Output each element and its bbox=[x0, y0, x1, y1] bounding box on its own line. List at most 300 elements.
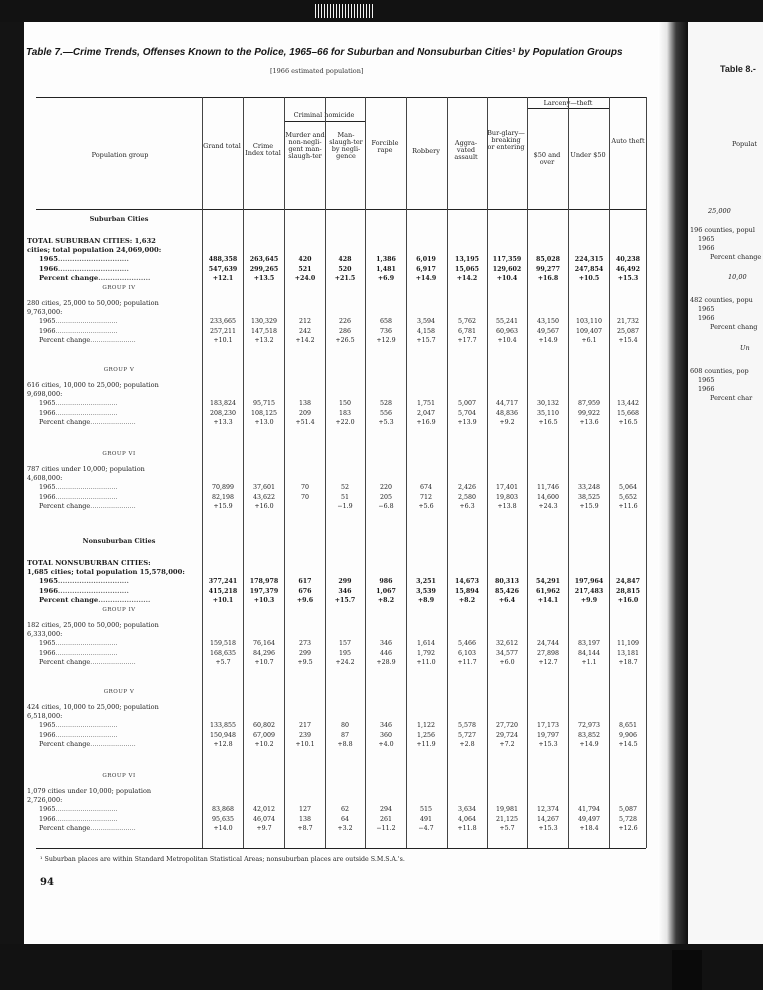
table-cell: +24.0 bbox=[294, 274, 316, 282]
table-cell: 13,195 bbox=[454, 256, 480, 264]
table-cell: 14,600 bbox=[536, 493, 560, 501]
table-cell: 3,251 bbox=[416, 578, 436, 586]
table-cell: +17.7 bbox=[457, 336, 477, 344]
table-cell: 64 bbox=[340, 815, 349, 823]
table-cell: +2.8 bbox=[459, 740, 475, 748]
header-manslaughter: Man-slaugh-ter by negli-gence bbox=[329, 131, 363, 160]
header-forcible-rape: Forcible rape bbox=[371, 139, 399, 154]
table-cell: +12.7 bbox=[538, 658, 558, 666]
table-cell: 6,019 bbox=[416, 256, 436, 264]
column-divider bbox=[568, 97, 569, 848]
adjacent-page-line: 196 counties, popul bbox=[690, 226, 755, 234]
table-cell: 15,668 bbox=[616, 409, 640, 417]
table-cell: 49,497 bbox=[577, 815, 601, 823]
row-label bbox=[39, 502, 136, 511]
adjacent-page-line: 1965 bbox=[698, 305, 715, 313]
table-cell: 515 bbox=[419, 806, 433, 814]
table-cell: 2,426 bbox=[457, 484, 477, 492]
table-cell: 294 bbox=[379, 806, 393, 814]
table-cell: +16.5 bbox=[618, 418, 638, 426]
table-cell: +14.9 bbox=[538, 336, 558, 344]
table-cell: +10.2 bbox=[254, 740, 274, 748]
table-cell: 70,899 bbox=[211, 484, 235, 492]
table-cell: 62 bbox=[340, 806, 349, 814]
table-cell: 70 bbox=[300, 493, 309, 501]
leader-dots: .............................. bbox=[57, 586, 129, 595]
table-cell: 197,964 bbox=[574, 578, 604, 586]
table-cell: +14.2 bbox=[295, 336, 315, 344]
table-cell: 5,466 bbox=[457, 640, 477, 648]
header-murder: Murder and non-negli-gent man-slaugh-ter bbox=[285, 131, 325, 160]
row-label-text: 1965 bbox=[39, 805, 56, 814]
adjacent-page-line: Percent chang bbox=[710, 323, 758, 331]
adjacent-page-line: Percent change bbox=[710, 253, 762, 261]
table-cell: 99,922 bbox=[577, 409, 601, 417]
table-cell: 130,329 bbox=[250, 318, 278, 326]
table-cell: 226 bbox=[338, 318, 352, 326]
table-cell: 1,792 bbox=[416, 649, 436, 657]
row-label bbox=[39, 577, 129, 586]
table-cell: 446 bbox=[379, 649, 393, 657]
scan-border-bottom bbox=[0, 944, 763, 990]
row-label bbox=[39, 409, 118, 418]
header-burglary: Bur-glary—breaking or entering bbox=[487, 129, 525, 151]
table-cell: 109,407 bbox=[575, 327, 603, 335]
table-cell: 19,803 bbox=[495, 493, 519, 501]
table-cell: +10.1 bbox=[213, 336, 233, 344]
leader-dots: ...................... bbox=[90, 417, 136, 426]
table-cell: 11,746 bbox=[536, 484, 560, 492]
table-cell: 21,125 bbox=[495, 815, 519, 823]
table-cell: 129,602 bbox=[492, 265, 522, 273]
group-description: 2,726,000: bbox=[27, 796, 63, 805]
leader-dots: .............................. bbox=[57, 577, 129, 586]
section-heading: Suburban Cities bbox=[89, 215, 149, 223]
table-cell: +5.3 bbox=[378, 418, 394, 426]
table-cell: 80 bbox=[340, 722, 349, 730]
table-cell: 217,483 bbox=[574, 587, 604, 595]
table-cell: +15.3 bbox=[538, 740, 558, 748]
table-cell: 491 bbox=[419, 815, 433, 823]
table-cell: +5.7 bbox=[215, 658, 231, 666]
table-cell: 55,241 bbox=[495, 318, 519, 326]
table-cell: 217 bbox=[298, 722, 312, 730]
row-label-text: 1965 bbox=[39, 317, 56, 326]
column-divider bbox=[447, 97, 448, 848]
table-cell: 263,645 bbox=[249, 256, 279, 264]
table-cell: 346 bbox=[338, 587, 352, 595]
table-cell: 346 bbox=[379, 640, 393, 648]
leader-dots: ...................... bbox=[90, 739, 136, 748]
table-cell: 37,601 bbox=[252, 484, 276, 492]
table-cell: 48,836 bbox=[495, 409, 519, 417]
column-divider bbox=[243, 97, 244, 848]
row-label-text: Percent change bbox=[39, 417, 91, 426]
table-cell: 676 bbox=[298, 587, 312, 595]
table-cell: 35,110 bbox=[536, 409, 560, 417]
table-cell: 83,868 bbox=[211, 806, 235, 814]
table-cell: −11.2 bbox=[376, 824, 396, 832]
table-cell: 9,906 bbox=[618, 731, 638, 739]
table-cell: 2,580 bbox=[457, 493, 477, 501]
table-cell: +24.3 bbox=[538, 502, 558, 510]
column-divider bbox=[406, 97, 407, 848]
table-rule bbox=[36, 97, 646, 98]
table-cell: +15.9 bbox=[579, 502, 599, 510]
header-population-group: Population group bbox=[91, 151, 149, 159]
table-cell: +14.0 bbox=[213, 824, 233, 832]
row-label-text: 1966 bbox=[39, 586, 58, 595]
table-cell: 14,673 bbox=[454, 578, 480, 586]
table-cell: 209 bbox=[298, 409, 312, 417]
table-cell: 5,704 bbox=[457, 409, 477, 417]
row-label-text: Percent change bbox=[39, 595, 99, 604]
scan-border-left bbox=[0, 22, 24, 944]
table-cell: 133,855 bbox=[209, 722, 237, 730]
table-cell: 197,379 bbox=[249, 587, 279, 595]
table-cell: +15.3 bbox=[617, 274, 639, 282]
table-cell: 61,962 bbox=[535, 587, 561, 595]
table-cell: +10.3 bbox=[253, 596, 275, 604]
row-label-text: 1966 bbox=[39, 648, 56, 657]
group-description: 280 cities, 25,000 to 50,000; population bbox=[27, 299, 159, 307]
adjacent-page-line: 25,000 bbox=[708, 207, 731, 215]
leader-dots: .............................. bbox=[55, 492, 118, 501]
table-rule bbox=[36, 848, 646, 849]
table-cell: 736 bbox=[379, 327, 393, 335]
table-cell: 377,241 bbox=[208, 578, 238, 586]
table-cell: 6,781 bbox=[457, 327, 477, 335]
table-cell: 15,894 bbox=[454, 587, 480, 595]
table-cell: +14.9 bbox=[579, 740, 599, 748]
table-cell: 247,854 bbox=[574, 265, 604, 273]
table-cell: 150,948 bbox=[209, 731, 237, 739]
table-cell: 208,230 bbox=[209, 409, 237, 417]
leader-dots: ...................... bbox=[90, 657, 136, 666]
group-description: cities; total population 24,069,000: bbox=[27, 246, 162, 255]
table-cell: 299 bbox=[338, 578, 352, 586]
table-cell: 41,794 bbox=[577, 806, 601, 814]
header-larceny-50-over: $50 and over bbox=[533, 151, 561, 166]
table-cell: +8.7 bbox=[297, 824, 313, 832]
table-cell: +6.9 bbox=[377, 274, 395, 282]
table-cell: 54,291 bbox=[535, 578, 561, 586]
table-cell: 43,622 bbox=[252, 493, 276, 501]
leader-dots: ...................... bbox=[90, 823, 136, 832]
table-cell: 85,426 bbox=[494, 587, 520, 595]
table-cell: +16.0 bbox=[617, 596, 639, 604]
table-cell: 11,109 bbox=[616, 640, 640, 648]
table-cell: 3,539 bbox=[416, 587, 436, 595]
table-cell: 242 bbox=[298, 327, 312, 335]
table-cell: 5,652 bbox=[618, 493, 638, 501]
table-cell: 19,981 bbox=[495, 806, 519, 814]
row-label bbox=[39, 493, 118, 502]
table-cell: 25,087 bbox=[616, 327, 640, 335]
table-cell: 95,635 bbox=[211, 815, 235, 823]
table-cell: 5,762 bbox=[457, 318, 477, 326]
row-label-text: 1966 bbox=[39, 264, 58, 273]
table-cell: +5.6 bbox=[418, 502, 434, 510]
table-cell: 1,386 bbox=[376, 256, 396, 264]
table-cell: 95,715 bbox=[252, 400, 276, 408]
table-cell: +6.1 bbox=[581, 336, 597, 344]
footnote: ¹ Suburban places are within Standard Metropolitan Statistical Areas; nonsuburban places are outside S.M.S.A.'s. bbox=[40, 856, 405, 863]
table-cell: +8.2 bbox=[377, 596, 395, 604]
adjacent-page-line: 1965 bbox=[698, 376, 715, 384]
header-robbery: Robbery bbox=[412, 147, 440, 155]
table-cell: 986 bbox=[379, 578, 393, 586]
table-cell: +13.0 bbox=[254, 418, 274, 426]
table-cell: +14.9 bbox=[415, 274, 437, 282]
table-cell: 261 bbox=[379, 815, 393, 823]
table-cell: +6.3 bbox=[459, 502, 475, 510]
adjacent-page-line: 1966 bbox=[698, 385, 715, 393]
column-divider bbox=[202, 97, 203, 848]
group-description: 6,518,000: bbox=[27, 712, 63, 721]
table-cell: +21.5 bbox=[334, 274, 356, 282]
adjacent-page-line: Un bbox=[740, 344, 750, 352]
table-cell: 233,665 bbox=[209, 318, 237, 326]
table-cell: 178,978 bbox=[249, 578, 279, 586]
row-label-text: 1965 bbox=[39, 721, 56, 730]
leader-dots: .............................. bbox=[55, 317, 118, 326]
table-cell: +15.9 bbox=[213, 502, 233, 510]
table-cell: 138 bbox=[298, 815, 312, 823]
adjacent-page-line: 10,00 bbox=[728, 273, 747, 281]
table-cell: 46,492 bbox=[615, 265, 641, 273]
row-label bbox=[39, 483, 118, 492]
table-cell: 150 bbox=[338, 400, 352, 408]
adjacent-page-line: Percent char bbox=[710, 394, 753, 402]
table-cell: 43,150 bbox=[536, 318, 560, 326]
table-cell: 17,401 bbox=[495, 484, 519, 492]
table-cell: 28,815 bbox=[615, 587, 641, 595]
table-cell: +4.0 bbox=[378, 740, 394, 748]
table-cell: +8.2 bbox=[458, 596, 476, 604]
book-gutter bbox=[658, 22, 688, 944]
table-cell: 76,164 bbox=[252, 640, 276, 648]
row-label-text: 1965 bbox=[39, 577, 58, 586]
table-cell: +11.0 bbox=[416, 658, 436, 666]
table-cell: 108,125 bbox=[250, 409, 278, 417]
table-cell: 5,578 bbox=[457, 722, 477, 730]
table-cell: 87 bbox=[340, 731, 349, 739]
table-cell: 528 bbox=[379, 400, 393, 408]
row-label bbox=[39, 255, 129, 264]
row-label-text: Percent change bbox=[39, 501, 91, 510]
column-divider bbox=[609, 97, 610, 848]
table-cell: 286 bbox=[338, 327, 352, 335]
table-cell: 420 bbox=[298, 256, 312, 264]
leader-dots: ...................... bbox=[98, 595, 151, 604]
table-cell: 195 bbox=[338, 649, 352, 657]
group-description: 424 cities, 10,000 to 25,000; population bbox=[27, 703, 159, 711]
table-cell: 220 bbox=[379, 484, 393, 492]
adjacent-page-line: 608 counties, pop bbox=[690, 367, 749, 375]
table-rule bbox=[36, 209, 646, 210]
row-label-text: 1966 bbox=[39, 492, 56, 501]
leader-dots: .............................. bbox=[55, 639, 118, 648]
leader-dots: .............................. bbox=[55, 721, 118, 730]
table-cell: 103,110 bbox=[575, 318, 603, 326]
group-description: TOTAL NONSUBURBAN CITIES: bbox=[27, 559, 151, 567]
column-divider bbox=[646, 97, 647, 848]
table-cell: +12.1 bbox=[212, 274, 234, 282]
table-cell: +9.5 bbox=[297, 658, 313, 666]
table-cell: +9.7 bbox=[256, 824, 272, 832]
table-cell: 520 bbox=[338, 265, 352, 273]
leader-dots: ...................... bbox=[98, 273, 151, 282]
table-cell: +1.1 bbox=[581, 658, 597, 666]
table-cell: 428 bbox=[338, 256, 352, 264]
header-crime-index-total: Crime Index total bbox=[245, 142, 281, 157]
table-cell: 84,144 bbox=[577, 649, 601, 657]
table-cell: 44,717 bbox=[495, 400, 519, 408]
table-cell: 346 bbox=[379, 722, 393, 730]
group-description: 9,698,000: bbox=[27, 390, 63, 399]
row-label bbox=[39, 336, 136, 345]
table-cell: 15,065 bbox=[454, 265, 480, 273]
row-label bbox=[39, 639, 118, 648]
table-cell: 19,797 bbox=[536, 731, 560, 739]
table-cell: 183,824 bbox=[209, 400, 237, 408]
adjacent-page bbox=[688, 22, 763, 944]
column-divider bbox=[527, 97, 528, 848]
book-spine-shadow bbox=[672, 950, 702, 990]
group-description: 1,685 cities; total population 15,578,000: bbox=[27, 568, 185, 577]
table-cell: +10.4 bbox=[497, 336, 517, 344]
row-label-text: 1966 bbox=[39, 730, 56, 739]
table-cell: 4,064 bbox=[457, 815, 477, 823]
table-cell: 1,614 bbox=[416, 640, 436, 648]
table-cell: +15.4 bbox=[618, 336, 638, 344]
table-cell: 4,158 bbox=[416, 327, 436, 335]
table-cell: 138 bbox=[298, 400, 312, 408]
table-cell: 34,577 bbox=[495, 649, 519, 657]
table-cell: +8.9 bbox=[417, 596, 435, 604]
table-cell: +15.7 bbox=[334, 596, 356, 604]
row-label bbox=[39, 740, 136, 749]
table-cell: 60,802 bbox=[252, 722, 276, 730]
adjacent-page-header: Populat bbox=[732, 140, 757, 148]
table-cell: 30,132 bbox=[536, 400, 560, 408]
table-cell: 52 bbox=[340, 484, 349, 492]
adjacent-page-line: 1965 bbox=[698, 235, 715, 243]
table-cell: 658 bbox=[379, 318, 393, 326]
scan-binding-strip bbox=[315, 4, 373, 18]
table-cell: 67,009 bbox=[252, 731, 276, 739]
table-cell: 51 bbox=[340, 493, 349, 501]
group-label: GROUP IV bbox=[102, 607, 136, 613]
table-cell: +10.7 bbox=[254, 658, 274, 666]
group-label: GROUP VI bbox=[102, 451, 136, 457]
table-cell: +7.2 bbox=[499, 740, 515, 748]
table-cell: 60,963 bbox=[495, 327, 519, 335]
table-cell: 83,852 bbox=[577, 731, 601, 739]
table-cell: 212 bbox=[298, 318, 312, 326]
table-cell: +16.8 bbox=[537, 274, 559, 282]
table-cell: +14.2 bbox=[456, 274, 478, 282]
group-description: 616 cities, 10,000 to 25,000; population bbox=[27, 381, 159, 389]
row-label bbox=[39, 649, 118, 658]
table-cell: +14.1 bbox=[537, 596, 559, 604]
table-cell: +8.8 bbox=[337, 740, 353, 748]
row-label bbox=[39, 596, 150, 605]
leader-dots: .............................. bbox=[55, 326, 118, 335]
group-description: 4,608,000: bbox=[27, 474, 63, 483]
table-cell: +11.6 bbox=[618, 502, 638, 510]
table-cell: +3.2 bbox=[337, 824, 353, 832]
table-cell: +18.7 bbox=[618, 658, 638, 666]
table-cell: +26.5 bbox=[335, 336, 355, 344]
table-cell: 617 bbox=[298, 578, 312, 586]
leader-dots: .............................. bbox=[55, 408, 118, 417]
table-cell: +13.5 bbox=[253, 274, 275, 282]
row-label bbox=[39, 658, 136, 667]
row-label bbox=[39, 587, 129, 596]
row-label-text: 1966 bbox=[39, 814, 56, 823]
header-aggravated-assault: Aggra-vated assault bbox=[454, 139, 478, 161]
group-description: 787 cities under 10,000; population bbox=[27, 465, 145, 473]
table-cell: +10.1 bbox=[212, 596, 234, 604]
group-label: GROUP VI bbox=[102, 773, 136, 779]
table-cell: 239 bbox=[298, 731, 312, 739]
row-label-text: 1966 bbox=[39, 326, 56, 335]
table-cell: 87,959 bbox=[577, 400, 601, 408]
row-label bbox=[39, 815, 118, 824]
row-label-text: 1965 bbox=[39, 483, 56, 492]
table-cell: 547,639 bbox=[208, 265, 238, 273]
leader-dots: .............................. bbox=[55, 730, 118, 739]
table-cell: 360 bbox=[379, 731, 393, 739]
row-label bbox=[39, 731, 118, 740]
row-label-text: Percent change bbox=[39, 273, 99, 282]
table-cell: 12,374 bbox=[536, 806, 560, 814]
table-cell: +13.8 bbox=[497, 502, 517, 510]
table-cell: 273 bbox=[298, 640, 312, 648]
table-cell: 83,197 bbox=[577, 640, 601, 648]
table-cell: +12.9 bbox=[376, 336, 396, 344]
table-cell: +13.6 bbox=[579, 418, 599, 426]
table-cell: +9.6 bbox=[296, 596, 314, 604]
table-cell: 13,181 bbox=[616, 649, 640, 657]
table-cell: 21,732 bbox=[616, 318, 640, 326]
column-divider bbox=[487, 97, 488, 848]
table-cell: +13.2 bbox=[254, 336, 274, 344]
group-description: 1,079 cities under 10,000; population bbox=[27, 787, 152, 795]
table-cell: 5,007 bbox=[457, 400, 477, 408]
header-larceny-under-50: Under $50 bbox=[570, 151, 606, 159]
table-cell: 85,028 bbox=[535, 256, 561, 264]
table-cell: 674 bbox=[419, 484, 433, 492]
leader-dots: ...................... bbox=[90, 335, 136, 344]
row-label-text: 1966 bbox=[39, 408, 56, 417]
table-cell: −6.8 bbox=[378, 502, 394, 510]
table-cell: −4.7 bbox=[418, 824, 434, 832]
table-cell: +12.6 bbox=[618, 824, 638, 832]
table-cell: 70 bbox=[300, 484, 309, 492]
adjacent-page-line: 482 counties, popu bbox=[690, 296, 753, 304]
table-cell: +5.7 bbox=[499, 824, 515, 832]
table-cell: 521 bbox=[298, 265, 312, 273]
table-cell: 32,612 bbox=[495, 640, 519, 648]
header-criminal-homicide: Criminal homicide bbox=[293, 111, 355, 119]
table-cell: 29,724 bbox=[495, 731, 519, 739]
table-cell: 40,238 bbox=[615, 256, 641, 264]
group-label: GROUP V bbox=[103, 689, 135, 695]
table-cell: +22.0 bbox=[335, 418, 355, 426]
